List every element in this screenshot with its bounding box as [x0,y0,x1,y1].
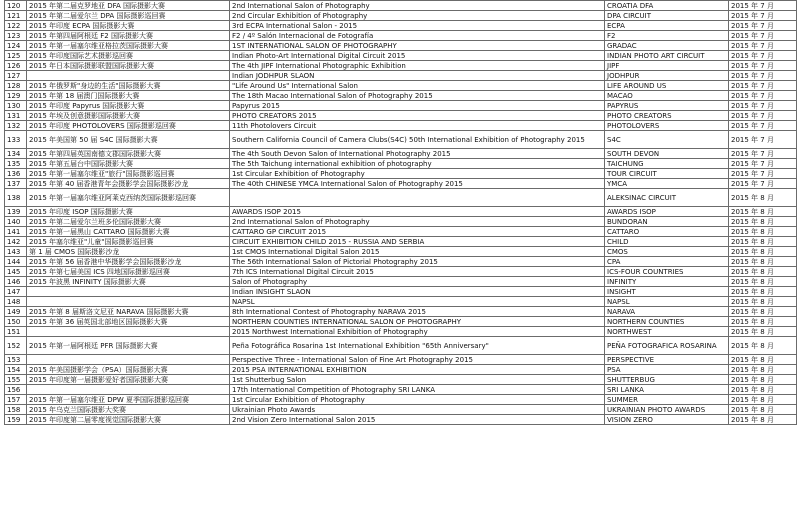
abbreviation-cell: NORTHWEST [605,327,729,337]
english-name-cell: NORTHERN COUNTIES INTERNATIONAL SALON OF PHOTOGRAPHY [230,317,605,327]
english-name-cell: Peña Fotográfica Rosarina 1st International Exhibition "65th Anniversary" [230,337,605,355]
exhibition-table [4,0,797,425]
row-number-cell: 122 [5,21,27,31]
chinese-name-cell: 2015 年印度 Papyrus 国际摄影大赛 [27,101,230,111]
table-row [5,41,797,51]
date-cell: 2015 年 7 月 [729,31,797,41]
chinese-name-cell: 2015 年第一届塞尔维亚 DPW 夏季国际摄影巡回赛 [27,395,230,405]
row-number-cell: 132 [5,121,27,131]
date-cell: 2015 年 8 月 [729,217,797,227]
chinese-name-cell: 2015 年美国第 50 届 S4C 国际摄影大赛 [27,131,230,149]
date-cell: 2015 年 8 月 [729,247,797,257]
row-number-cell: 126 [5,61,27,71]
table-row [5,247,797,257]
row-number-cell: 148 [5,297,27,307]
row-number-cell: 154 [5,365,27,375]
date-cell: 2015 年 8 月 [729,327,797,337]
chinese-name-cell: 2015 年第七届美国 ICS 四地国际摄影巡回赛 [27,267,230,277]
chinese-name-cell: 2015 年第 40 届香港青年会摄影学会国际摄影沙龙 [27,179,230,189]
date-cell: 2015 年 8 月 [729,287,797,297]
abbreviation-cell: CHILD [605,237,729,247]
english-name-cell: 11th Photolovers Circuit [230,121,605,131]
english-name-cell: Southern California Council of Camera Clubs(S4C) 50th International Exhibition of Photography 2015 [230,131,605,149]
english-name-cell: 2015 Northwest International Exhibition of Photography [230,327,605,337]
row-number-cell: 131 [5,111,27,121]
row-number-cell: 157 [5,395,27,405]
row-number-cell: 129 [5,91,27,101]
abbreviation-cell: INSIGHT [605,287,729,297]
abbreviation-cell: PEÑA FOTOGRAFICA ROSARINA [605,337,729,355]
table-row [5,169,797,179]
chinese-name-cell: 2015 年第一届塞尔维亚阿莱克西纳茨国际摄影巡回赛 [27,189,230,207]
date-cell: 2015 年 8 月 [729,395,797,405]
row-number-cell: 141 [5,227,27,237]
table-row [5,385,797,395]
row-number-cell: 128 [5,81,27,91]
abbreviation-cell: AWARDS ISOP [605,207,729,217]
english-name-cell: 3rd ECPA International Salon - 2015 [230,21,605,31]
row-number-cell: 120 [5,1,27,11]
date-cell: 2015 年 7 月 [729,169,797,179]
table-row [5,21,797,31]
english-name-cell: 2nd International Salon of Photography [230,1,605,11]
abbreviation-cell: CROATIA DFA [605,1,729,11]
table-row [5,307,797,317]
chinese-name-cell [27,287,230,297]
table-row [5,61,797,71]
abbreviation-cell: CPA [605,257,729,267]
chinese-name-cell [27,327,230,337]
date-cell: 2015 年 7 月 [729,21,797,31]
row-number-cell: 156 [5,385,27,395]
date-cell: 2015 年 7 月 [729,41,797,51]
chinese-name-cell: 2015 年第二届爱尔兰 DPA 国际摄影巡回赛 [27,11,230,21]
date-cell: 2015 年 8 月 [729,307,797,317]
row-number-cell: 124 [5,41,27,51]
english-name-cell: Papyrus 2015 [230,101,605,111]
chinese-name-cell: 2015 年乌克兰国际摄影大奖赛 [27,405,230,415]
table-row [5,111,797,121]
english-name-cell: Salon of Photography [230,277,605,287]
row-number-cell: 158 [5,405,27,415]
abbreviation-cell: NORTHERN COUNTIES [605,317,729,327]
row-number-cell: 145 [5,267,27,277]
row-number-cell: 153 [5,355,27,365]
abbreviation-cell: TOUR CIRCUIT [605,169,729,179]
english-name-cell: Indian INSIGHT SLAON [230,287,605,297]
row-number-cell: 121 [5,11,27,21]
chinese-name-cell: 2015 年第二届爱尔兰班多伦国际摄影大赛 [27,217,230,227]
abbreviation-cell: PHOTO CREATORS [605,111,729,121]
table-row [5,327,797,337]
chinese-name-cell: 2015 年印度国际艺术摄影巡回赛 [27,51,230,61]
row-number-cell: 144 [5,257,27,267]
date-cell: 2015 年 8 月 [729,297,797,307]
abbreviation-cell: GRADAC [605,41,729,51]
table-row [5,91,797,101]
row-number-cell: 152 [5,337,27,355]
date-cell: 2015 年 7 月 [729,149,797,159]
abbreviation-cell: TAICHUNG [605,159,729,169]
english-name-cell: CATTARO GP CIRCUIT 2015 [230,227,605,237]
chinese-name-cell: 2015 年美国摄影学会（PSA）国际摄影大赛 [27,365,230,375]
row-number-cell: 150 [5,317,27,327]
abbreviation-cell: SUMMER [605,395,729,405]
row-number-cell: 149 [5,307,27,317]
table-row [5,71,797,81]
chinese-name-cell: 2015 年埃及创意摄影国际摄影大赛 [27,111,230,121]
abbreviation-cell: JIPF [605,61,729,71]
english-name-cell: PHOTO CREATORS 2015 [230,111,605,121]
english-name-cell: NAPSL [230,297,605,307]
english-name-cell: The 4th South Devon Salon of International Photography 2015 [230,149,605,159]
table-row [5,179,797,189]
chinese-name-cell: 2015 年印度第二届零度视觉国际摄影大赛 [27,415,230,425]
chinese-name-cell: 2015 年第一届塞尔维亚格拉茨国际摄影大赛 [27,41,230,51]
abbreviation-cell: MACAO [605,91,729,101]
date-cell: 2015 年 7 月 [729,1,797,11]
table-row [5,101,797,111]
english-name-cell: The 5th Taichung international exhibition of photography [230,159,605,169]
abbreviation-cell: LIFE AROUND US [605,81,729,91]
row-number-cell: 135 [5,159,27,169]
row-number-cell: 134 [5,149,27,159]
row-number-cell: 155 [5,375,27,385]
chinese-name-cell [27,297,230,307]
date-cell: 2015 年 7 月 [729,179,797,189]
english-name-cell: 1st Shutterbug Salon [230,375,605,385]
table-row [5,51,797,61]
chinese-name-cell [27,71,230,81]
chinese-name-cell: 2015 年印度 ECPA 国际摄影大赛 [27,21,230,31]
chinese-name-cell: 2015 年波黑 INFINITY 国际摄影大赛 [27,277,230,287]
date-cell: 2015 年 7 月 [729,61,797,71]
table-row [5,121,797,131]
english-name-cell: 1ST INTERNATIONAL SALON OF PHOTOGRAPHY [230,41,605,51]
table-row [5,365,797,375]
date-cell: 2015 年 7 月 [729,51,797,61]
table-row [5,297,797,307]
abbreviation-cell: DPA CIRCUIT [605,11,729,21]
date-cell: 2015 年 7 月 [729,11,797,21]
english-name-cell: 17th International Competition of Photography SRI LANKA [230,385,605,395]
abbreviation-cell: S4C [605,131,729,149]
chinese-name-cell: 2015 年第一届阿根廷 PFR 国际摄影大赛 [27,337,230,355]
abbreviation-cell: NARAVA [605,307,729,317]
abbreviation-cell: NAPSL [605,297,729,307]
date-cell: 2015 年 8 月 [729,405,797,415]
abbreviation-cell: PERSPECTIVE [605,355,729,365]
chinese-name-cell: 2015 年第二届克罗地亚 DFA 国际摄影大赛 [27,1,230,11]
table-row [5,267,797,277]
english-name-cell: 2nd Circular Exhibition of Photography [230,11,605,21]
chinese-name-cell: 2015 年第一届塞尔维亚"旅行"国际摄影巡回赛 [27,169,230,179]
abbreviation-cell: PSA [605,365,729,375]
row-number-cell: 140 [5,217,27,227]
table-row [5,405,797,415]
abbreviation-cell: CATTARO [605,227,729,237]
abbreviation-cell: INDIAN PHOTO ART CIRCUIT [605,51,729,61]
english-name-cell: 1st Circular Exhibition of Photography [230,395,605,405]
date-cell: 2015 年 8 月 [729,227,797,237]
date-cell: 2015 年 8 月 [729,375,797,385]
chinese-name-cell: 2015 年俄罗斯"身边的生活"国际摄影大赛 [27,81,230,91]
english-name-cell: 8th International Contest of Photography NARAVA 2015 [230,307,605,317]
date-cell: 2015 年 8 月 [729,267,797,277]
row-number-cell: 147 [5,287,27,297]
date-cell: 2015 年 8 月 [729,365,797,375]
date-cell: 2015 年 8 月 [729,337,797,355]
abbreviation-cell: JODHPUR [605,71,729,81]
row-number-cell: 133 [5,131,27,149]
abbreviation-cell: INFINITY [605,277,729,287]
row-number-cell: 138 [5,189,27,207]
chinese-name-cell: 2015 年第五届台中国际摄影大赛 [27,159,230,169]
abbreviation-cell: SOUTH DEVON [605,149,729,159]
chinese-name-cell: 2015 年印度 ISOP 国际摄影大赛 [27,207,230,217]
table-row [5,355,797,365]
date-cell: 2015 年 7 月 [729,159,797,169]
date-cell: 2015 年 8 月 [729,237,797,247]
english-name-cell: The 18th Macao International Salon of Photography 2015 [230,91,605,101]
chinese-name-cell: 2015 年印度第一届摄影爱好者国际摄影大赛 [27,375,230,385]
chinese-name-cell: 2015 年印度 PHOTOLOVERS 国际摄影巡回赛 [27,121,230,131]
date-cell: 2015 年 8 月 [729,189,797,207]
date-cell: 2015 年 8 月 [729,277,797,287]
row-number-cell: 159 [5,415,27,425]
chinese-name-cell: 第 1 届 CMOS 国际摄影沙龙 [27,247,230,257]
date-cell: 2015 年 8 月 [729,415,797,425]
abbreviation-cell: CMOS [605,247,729,257]
table-row [5,277,797,287]
table-row [5,217,797,227]
abbreviation-cell: ICS-FOUR COUNTRIES [605,267,729,277]
abbreviation-cell: ECPA [605,21,729,31]
english-name-cell: 2015 PSA INTERNATIONAL EXHIBITION [230,365,605,375]
row-number-cell: 143 [5,247,27,257]
table-row [5,31,797,41]
table-row [5,81,797,91]
row-number-cell: 151 [5,327,27,337]
chinese-name-cell: 2015 年第 8 届斯洛文尼亚 NARAVA 国际摄影大赛 [27,307,230,317]
english-name-cell: The 4th JIPF International Photographic Exhibition [230,61,605,71]
abbreviation-cell: BUNDORAN [605,217,729,227]
table-row [5,131,797,149]
english-name-cell: The 40th CHINESE YMCA International Salon of Photography 2015 [230,179,605,189]
row-number-cell: 136 [5,169,27,179]
chinese-name-cell: 2015 年第四届阿根廷 F2 国际摄影大赛 [27,31,230,41]
row-number-cell: 142 [5,237,27,247]
table-row [5,189,797,207]
date-cell: 2015 年 8 月 [729,317,797,327]
english-name-cell: Indian JODHPUR SLAON [230,71,605,81]
abbreviation-cell: F2 [605,31,729,41]
english-name-cell: AWARDS ISOP 2015 [230,207,605,217]
abbreviation-cell: VISION ZERO [605,415,729,425]
table-row [5,317,797,327]
english-name-cell: Indian Photo-Art International Digital Circuit 2015 [230,51,605,61]
table-row [5,1,797,11]
date-cell: 2015 年 8 月 [729,207,797,217]
abbreviation-cell: PHOTOLOVERS [605,121,729,131]
english-name-cell: Perspective Three - International Salon of Fine Art Photography 2015 [230,355,605,365]
english-name-cell: 1st CMOS International Digital Salon 2015 [230,247,605,257]
table-row [5,237,797,247]
date-cell: 2015 年 8 月 [729,355,797,365]
row-number-cell: 127 [5,71,27,81]
english-name-cell: 1st Circular Exhibition of Photography [230,169,605,179]
date-cell: 2015 年 7 月 [729,101,797,111]
chinese-name-cell: 2015 年第 36 届英国北部地区国际摄影大赛 [27,317,230,327]
date-cell: 2015 年 7 月 [729,71,797,81]
row-number-cell: 123 [5,31,27,41]
date-cell: 2015 年 7 月 [729,91,797,101]
date-cell: 2015 年 7 月 [729,121,797,131]
table-row [5,149,797,159]
table-row [5,207,797,217]
english-name-cell: F2 / 4º Salón Internacional de Fotografía [230,31,605,41]
english-name-cell: The 56th International Salon of Pictorial Photography 2015 [230,257,605,267]
date-cell: 2015 年 7 月 [729,111,797,121]
row-number-cell: 146 [5,277,27,287]
chinese-name-cell: 2015 年塞尔维亚"儿童"国际摄影巡回赛 [27,237,230,247]
english-name-cell: CIRCUIT EXHIBITION CHILD 2015 - RUSSIA AND SERBIA [230,237,605,247]
english-name-cell [230,189,605,207]
table-body [5,1,797,425]
table-row [5,415,797,425]
table-row [5,11,797,21]
row-number-cell: 130 [5,101,27,111]
table-row [5,159,797,169]
abbreviation-cell: SHUTTERBUG [605,375,729,385]
abbreviation-cell: ALEKSINAC CIRCUIT [605,189,729,207]
english-name-cell: Ukrainian Photo Awards [230,405,605,415]
row-number-cell: 137 [5,179,27,189]
chinese-name-cell: 2015 年第 56 届香港中华摄影学会国际摄影沙龙 [27,257,230,267]
table-row [5,375,797,385]
chinese-name-cell [27,355,230,365]
date-cell: 2015 年 7 月 [729,131,797,149]
row-number-cell: 139 [5,207,27,217]
date-cell: 2015 年 7 月 [729,81,797,91]
chinese-name-cell: 2015 年第一届黑山 CATTARO 国际摄影大赛 [27,227,230,237]
chinese-name-cell: 2015 年第四届英国南德文郡国际摄影大赛 [27,149,230,159]
date-cell: 2015 年 8 月 [729,257,797,267]
chinese-name-cell: 2015 年日本国际摄影联盟国际摄影大赛 [27,61,230,71]
english-name-cell: 2nd Vision Zero International Salon 2015 [230,415,605,425]
abbreviation-cell: SRI LANKA [605,385,729,395]
chinese-name-cell: 2015 年第 18 届澳门国际摄影大赛 [27,91,230,101]
table-row [5,395,797,405]
table-row [5,257,797,267]
abbreviation-cell: PAPYRUS [605,101,729,111]
english-name-cell: 7th ICS International Digital Circuit 2015 [230,267,605,277]
abbreviation-cell: YMCA [605,179,729,189]
english-name-cell: 2nd International Salon of Photography [230,217,605,227]
table-row [5,337,797,355]
table-row [5,227,797,237]
row-number-cell: 125 [5,51,27,61]
english-name-cell: "Life Around Us" International Salon [230,81,605,91]
abbreviation-cell: UKRAINIAN PHOTO AWARDS [605,405,729,415]
chinese-name-cell [27,385,230,395]
table-row [5,287,797,297]
date-cell: 2015 年 8 月 [729,385,797,395]
